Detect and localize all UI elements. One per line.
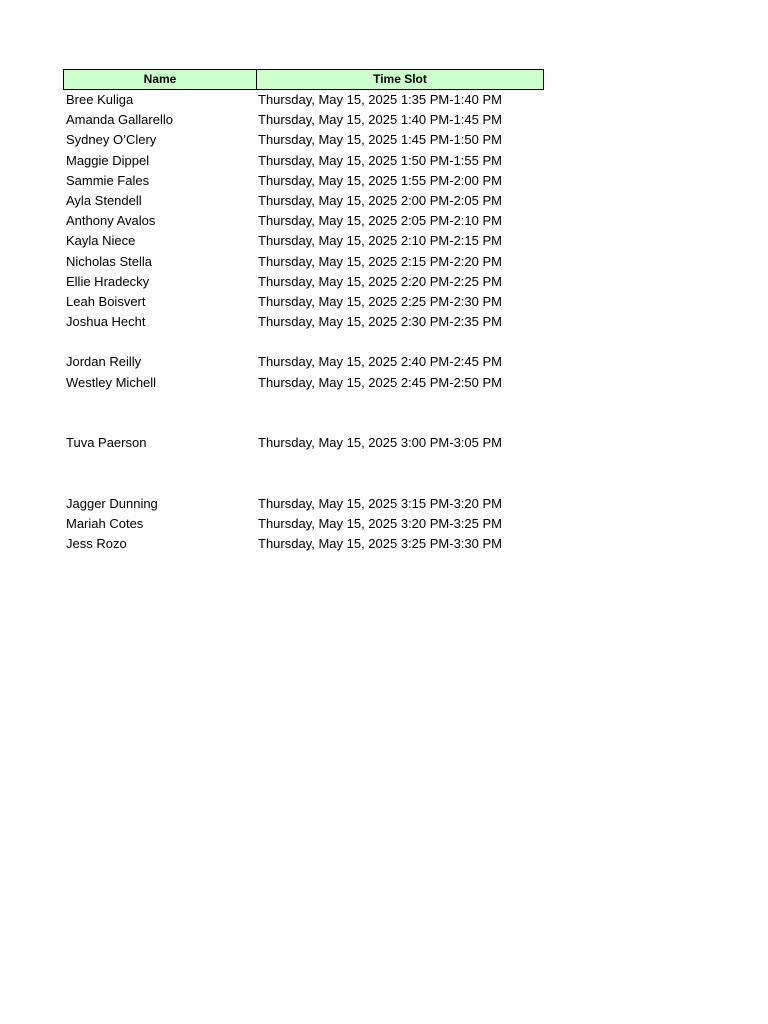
name-cell: Ayla Stendell	[66, 192, 142, 208]
name-cell: Maggie Dippel	[66, 152, 150, 168]
name-column-header: Name	[64, 70, 257, 89]
time-slot-cell: Thursday, May 15, 2025 3:25 PM-3:30 PM	[258, 536, 502, 552]
schedule-table	[63, 69, 544, 554]
time-slot-cell: Thursday, May 15, 2025 2:15 PM-2:20 PM	[258, 253, 502, 269]
table-row	[63, 110, 544, 130]
time-slot-cell: Thursday, May 15, 2025 1:55 PM-2:00 PM	[258, 172, 502, 188]
name-cell: Jagger Dunning	[66, 495, 158, 511]
time-slot-cell: Thursday, May 15, 2025 3:20 PM-3:25 PM	[258, 515, 502, 531]
table-row	[63, 90, 544, 110]
time-slot-cell: Thursday, May 15, 2025 2:45 PM-2:50 PM	[258, 374, 502, 390]
table-row	[63, 453, 544, 473]
name-cell: Bree Kuliga	[66, 92, 134, 107]
name-cell: Leah Boisvert	[66, 293, 146, 309]
time-slot-cell: Thursday, May 15, 2025 2:20 PM-2:25 PM	[258, 273, 502, 289]
time-slot-cell: Thursday, May 15, 2025 2:40 PM-2:45 PM	[258, 354, 502, 370]
table-row	[63, 474, 544, 494]
time-slot-cell: Thursday, May 15, 2025 3:15 PM-3:20 PM	[258, 495, 502, 511]
time-slot-cell: Thursday, May 15, 2025 1:35 PM-1:40 PM	[258, 92, 502, 107]
table-row	[63, 231, 544, 251]
name-cell: Anthony Avalos	[66, 213, 156, 229]
time-slot-column-header: Time Slot	[373, 72, 427, 86]
table-row	[63, 393, 544, 413]
name-cell	[63, 453, 256, 473]
name-cell: Jordan Reilly	[66, 354, 142, 370]
table-row	[63, 534, 544, 554]
table-row	[63, 252, 544, 272]
time-slot-cell	[256, 413, 544, 433]
time-slot-cell: Thursday, May 15, 2025 1:45 PM-1:50 PM	[258, 132, 502, 148]
table-row	[63, 352, 544, 372]
table-row	[63, 494, 544, 514]
table-row	[63, 312, 544, 332]
table-row	[63, 332, 544, 352]
name-cell: Mariah Cotes	[66, 515, 144, 531]
time-slot-cell: Thursday, May 15, 2025 2:00 PM-2:05 PM	[258, 192, 502, 208]
table-row	[63, 433, 544, 453]
table-row	[63, 151, 544, 171]
time-slot-cell	[256, 453, 544, 473]
name-cell	[63, 413, 256, 433]
time-slot-cell: Thursday, May 15, 2025 2:25 PM-2:30 PM	[258, 293, 502, 309]
name-cell: Nicholas Stella	[66, 253, 152, 269]
table-body	[63, 90, 544, 554]
table-header-row	[63, 69, 544, 90]
name-cell: Jess Rozo	[66, 536, 127, 552]
name-cell: Westley Michell	[66, 374, 157, 390]
table-row	[63, 272, 544, 292]
time-slot-cell: Thursday, May 15, 2025 3:00 PM-3:05 PM	[258, 435, 502, 451]
table-row	[63, 130, 544, 150]
name-cell: Joshua Hecht	[66, 314, 146, 330]
name-cell	[63, 393, 256, 413]
table-row	[63, 292, 544, 312]
table-row	[63, 191, 544, 211]
name-cell: Ellie Hradecky	[66, 273, 150, 289]
time-slot-cell: Thursday, May 15, 2025 1:50 PM-1:55 PM	[258, 152, 502, 168]
table-row	[63, 413, 544, 433]
time-slot-cell: Thursday, May 15, 2025 1:40 PM-1:45 PM	[258, 112, 502, 128]
table-row	[63, 514, 544, 534]
name-cell: Sydney O’Clery	[66, 132, 157, 148]
name-cell: Kayla Niece	[66, 233, 136, 249]
time-slot-cell: Thursday, May 15, 2025 2:30 PM-2:35 PM	[258, 314, 502, 330]
time-slot-cell	[256, 332, 544, 352]
time-slot-cell: Thursday, May 15, 2025 2:05 PM-2:10 PM	[258, 213, 502, 229]
name-cell	[63, 332, 256, 352]
name-cell: Tuva Paerson	[66, 435, 147, 451]
time-slot-cell	[256, 393, 544, 413]
time-slot-cell	[256, 474, 544, 494]
table-row	[63, 171, 544, 191]
name-cell	[63, 474, 256, 494]
table-row	[63, 373, 544, 393]
time-slot-cell: Thursday, May 15, 2025 2:10 PM-2:15 PM	[258, 233, 502, 249]
name-cell: Amanda Gallarello	[66, 112, 173, 128]
name-cell: Sammie Fales	[66, 172, 150, 188]
table-row	[63, 211, 544, 231]
